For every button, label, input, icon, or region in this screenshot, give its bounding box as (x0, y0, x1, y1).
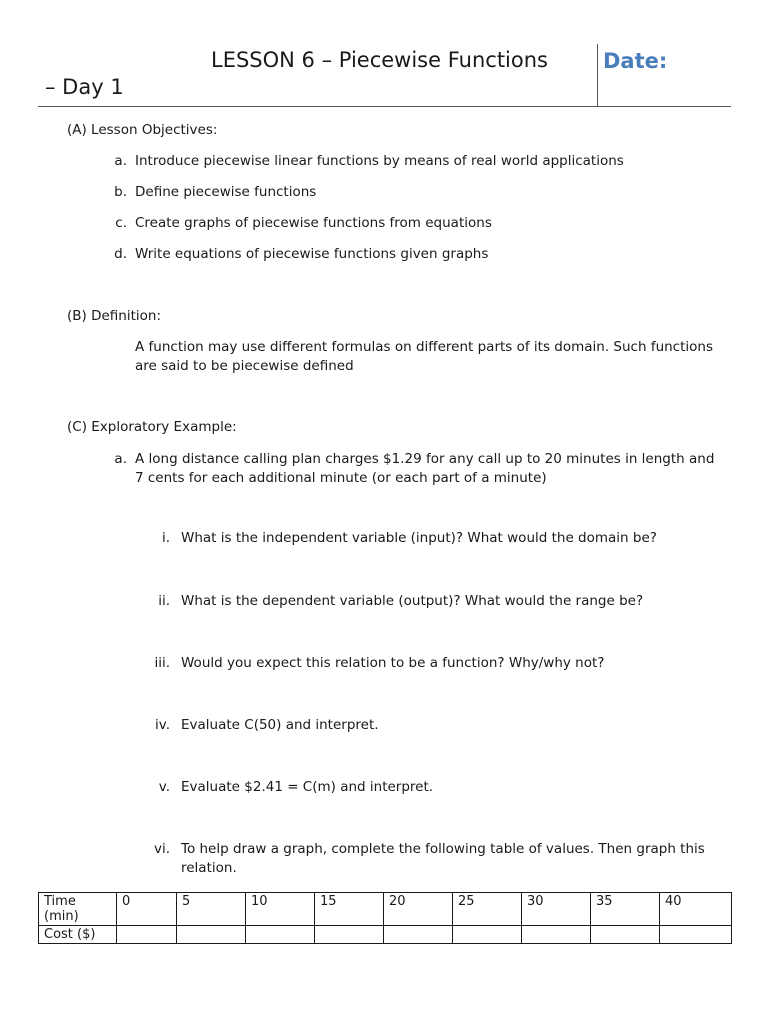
table-cell-cost[interactable] (522, 926, 591, 944)
question-text: Evaluate $2.41 = C(m) and interpret. (181, 779, 434, 795)
table-cell-time: 5 (177, 893, 246, 926)
header-divider-horizontal (38, 106, 731, 107)
values-table (38, 892, 732, 944)
question-text: Evaluate C(50) and interpret. (181, 717, 379, 733)
example-marker: a. (114, 451, 127, 467)
table-cell-cost[interactable] (660, 926, 732, 944)
table-cell-time: 25 (453, 893, 522, 926)
example-heading: (C) Exploratory Example: (67, 419, 237, 435)
objective-text: Write equations of piecewise functions given graphs (135, 246, 489, 262)
definition-text: A function may use different formulas on different parts of its domain. Such functions are said to be piecewise defined (135, 339, 713, 374)
question-text: To help draw a graph, complete the following table of values. Then graph this relation. (181, 841, 705, 876)
table-header-cost: Cost ($) (39, 926, 117, 944)
table-cell-time: 20 (384, 893, 453, 926)
lesson-title-day: – Day 1 (45, 75, 124, 99)
question-marker: v. (158, 779, 170, 795)
table-cell-cost[interactable] (246, 926, 315, 944)
table-cell-cost[interactable] (315, 926, 384, 944)
table-cell-cost[interactable] (177, 926, 246, 944)
table-cell-time: 35 (591, 893, 660, 926)
table-cell-time: 30 (522, 893, 591, 926)
objective-marker: c. (115, 215, 127, 231)
question-marker: iv. (155, 717, 170, 733)
definition-heading: (B) Definition: (67, 308, 162, 324)
objective-text: Define piecewise functions (135, 184, 317, 200)
lesson-title: LESSON 6 – Piecewise Functions (211, 48, 548, 72)
date-label: Date: (603, 49, 668, 73)
objective-text: Create graphs of piecewise functions from equations (135, 215, 492, 231)
table-row-cost (39, 926, 732, 944)
objectives-heading: (A) Lesson Objectives: (67, 122, 218, 138)
header-divider-vertical (597, 44, 598, 106)
table-row-time (39, 893, 732, 926)
objective-marker: d. (114, 246, 127, 262)
question-marker: vi. (153, 841, 170, 857)
question-text: What is the independent variable (input)? What would the domain be? (181, 530, 657, 546)
question-marker: ii. (158, 593, 170, 609)
question-marker: iii. (154, 655, 170, 671)
table-cell-cost[interactable] (384, 926, 453, 944)
table-cell-cost[interactable] (591, 926, 660, 944)
objective-text: Introduce piecewise linear functions by means of real world applications (135, 153, 624, 169)
objective-marker: a. (114, 153, 127, 169)
table-cell-cost[interactable] (453, 926, 522, 944)
table-cell-time: 0 (117, 893, 177, 926)
question-marker: i. (161, 530, 170, 546)
table-cell-time: 10 (246, 893, 315, 926)
table-header-time: Time (min) (39, 893, 117, 926)
objective-marker: b. (114, 184, 127, 200)
example-text: A long distance calling plan charges $1.29 for any call up to 20 minutes in length and 7 cents for each additional minute (or each part of a minute) (135, 451, 715, 486)
question-text: What is the dependent variable (output)? What would the range be? (181, 593, 644, 609)
question-text: Would you expect this relation to be a function? Why/why not? (181, 655, 605, 671)
table-cell-cost[interactable] (117, 926, 177, 944)
table-cell-time: 15 (315, 893, 384, 926)
table-cell-time: 40 (660, 893, 732, 926)
